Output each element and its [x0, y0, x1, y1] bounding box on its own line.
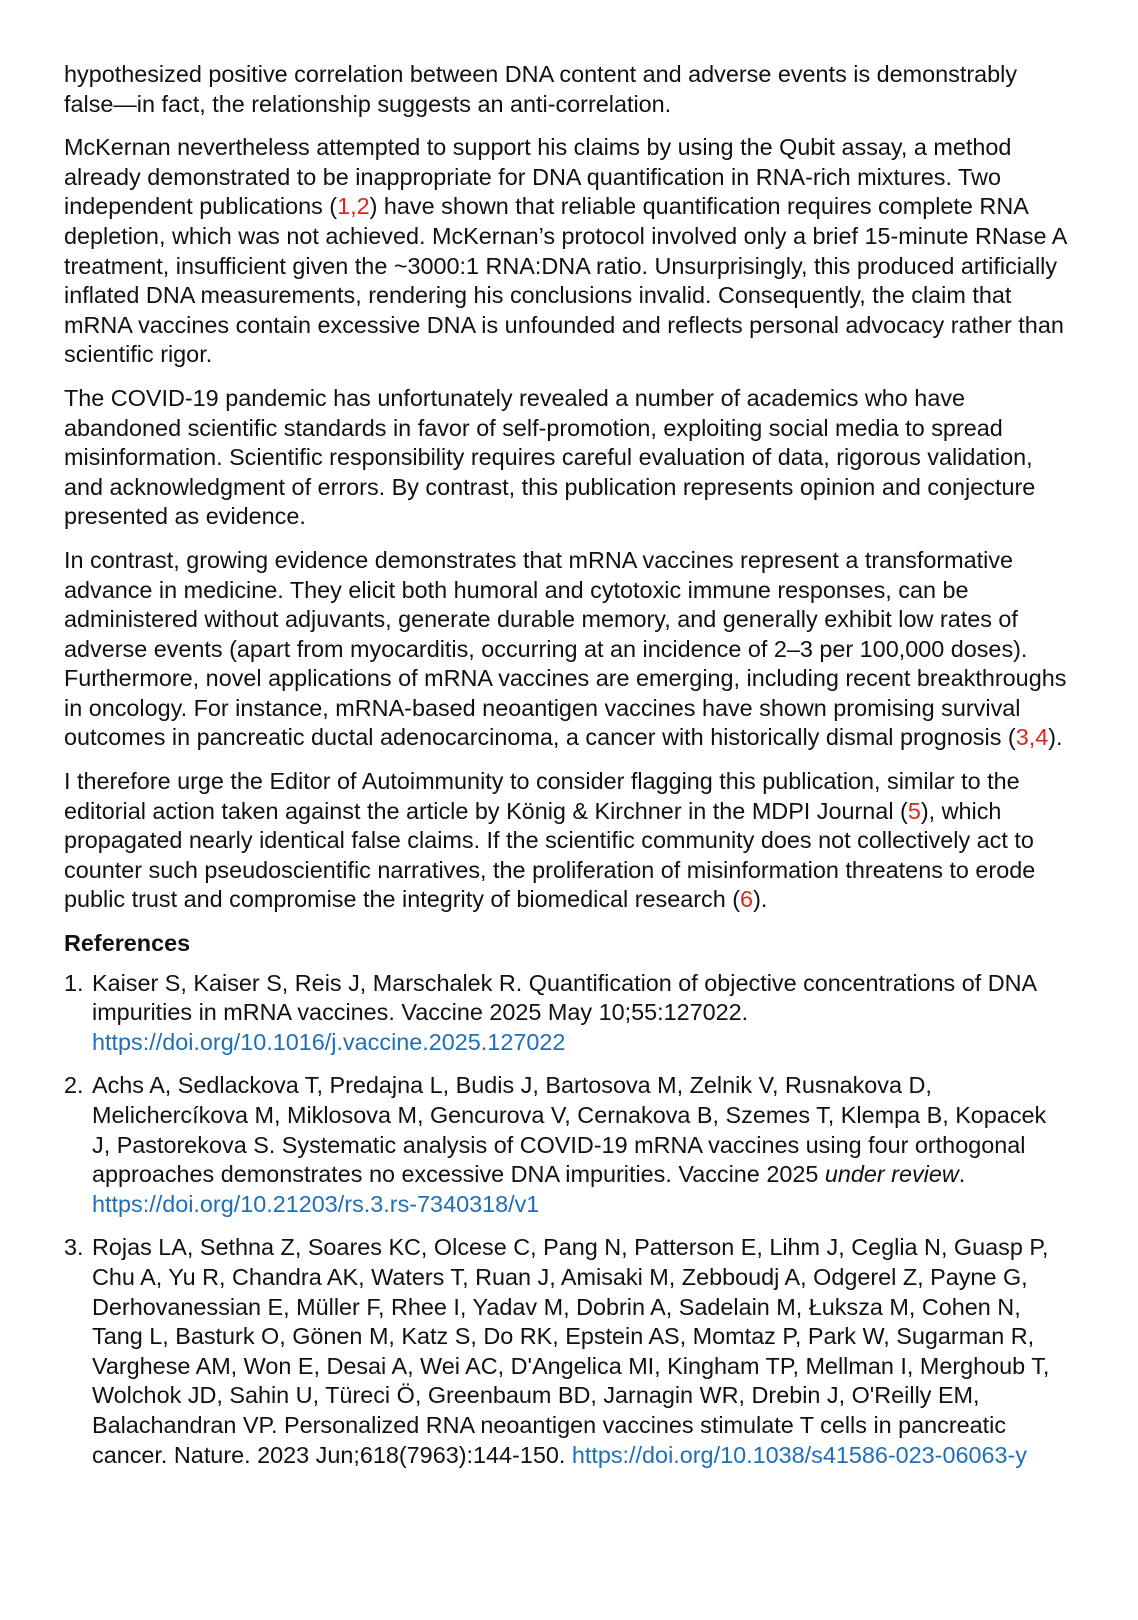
paragraph-1-text: hypothesized positive correlation between DNA content and adverse events is demonstrably false—in fact, the relationship suggests an anti-correlation.	[64, 61, 1018, 117]
paragraph-4-text-a: In contrast, growing evidence demonstrates that mRNA vaccines represent a transformative advance in medicine. They elicit both humoral and cytotoxic immune responses, can be administered without adjuvants, generate durable memory, and generally exhibit low rates of adverse events (apart from myocarditis, occurring at an incidence of 2–3 per 100,000 doses). Furthermore, novel applications of mRNA vaccines are emerging, including recent breakthroughs in oncology. For instance, mRNA-based neoantigen vaccines have shown promising survival outcomes in pancreatic ductal adenocarcinoma, a cancer with historically dismal prognosis (	[64, 546, 1067, 751]
reference-number: 1.	[64, 969, 84, 996]
reference-item-2	[64, 1071, 1068, 1219]
reference-doi-link[interactable]: https://doi.org/10.1016/j.vaccine.2025.127022	[92, 1028, 566, 1055]
reference-list	[64, 969, 1068, 1471]
reference-number: 2.	[64, 1072, 84, 1099]
reference-text: Kaiser S, Kaiser S, Reis J, Marschalek R. Quantification of objective concentrations of DNA impurities in mRNA vaccines. Vaccine 2025 May 10;55:127022.	[92, 969, 1036, 1026]
paragraph-3	[64, 384, 1068, 532]
reference-text: Rojas LA, Sethna Z, Soares KC, Olcese C, Pang N, Patterson E, Lihm J, Ceglia N, Guasp P, Chu A, Yu R, Chandra AK, Waters T, Ruan J, Amisaki M, Zebboudj A, Odgerel Z, Payne G, Derhovanessian E, Müller F, Rhee I, Yadav M, Dobrin A, Sadelain M, Łuksza M, Cohen N, Tang L, Basturk O, Gönen M, Katz S, Do RK, Epstein AS, Momtaz P, Park W, Sugarman R, Varghese AM, Won E, Desai A, Wei AC, D'Angelica MI, Kingham TP, Mellman I, Merghoub T, Wolchok JD, Sahin U, Türeci Ö, Greenbaum BD, Jarnagin WR, Drebin J, O'Reilly EM, Balachandran VP. Personalized RNA neoantigen vaccines stimulate T cells in pancreatic cancer. Nature. 2023 Jun;618(7963):144-150.	[92, 1234, 1050, 1468]
citation-link-6[interactable]: 6	[740, 886, 754, 913]
citation-link-1-2[interactable]: 1,2	[337, 193, 370, 220]
paragraph-5	[64, 767, 1068, 915]
paragraph-4-text-b: ).	[1048, 724, 1063, 751]
reference-item-3	[64, 1233, 1068, 1470]
reference-doi-link[interactable]: https://doi.org/10.1038/s41586-023-06063-y	[571, 1441, 1027, 1468]
reference-item-1	[64, 969, 1068, 1058]
reference-text: Achs A, Sedlackova T, Predajna L, Budis J, Bartosova M, Zelnik V, Rusnakova D, Melichercíkova M, Miklosova M, Gencurova V, Cernakova B, Szemes T, Klempa B, Kopacek J, Pastorekova S. Systematic analysis of COVID-19 mRNA vaccines using four orthogonal approaches demonstrates no excessive DNA impurities. Vaccine 2025	[92, 1072, 1047, 1188]
citation-link-5[interactable]: 5	[907, 797, 921, 824]
citation-link-3-4[interactable]: 3,4	[1015, 724, 1049, 751]
reference-number: 3.	[64, 1234, 84, 1261]
references-heading: References	[64, 930, 191, 957]
paragraph-2-text-b: ) have shown that reliable quantification requires complete RNA depletion, which was not achieved. McKernan’s protocol involved only a brief 15-minute RNase A treatment, insufficient given the ~3000:1 RNA:DNA ratio. Unsurprisingly, this produced artificially inflated DNA measurements, rendering his conclusions invalid. Consequently, the claim that mRNA vaccines contain excessive DNA is unfounded and reflects personal advocacy rather than scientific rigor.	[64, 193, 1067, 368]
paragraph-5-text-a: I therefore urge the Editor of Autoimmunity to consider flagging this publication, similar to the editorial action taken against the article by König & Kirchner in the MDPI Journal (	[64, 768, 1020, 824]
paragraph-3-text: The COVID-19 pandemic has unfortunately revealed a number of academics who have abandoned scientific standards in favor of self-promotion, exploiting social media to spread misinformation. Scientific responsibility requires careful evaluation of data, rigorous validation, and acknowledgment of errors. By contrast, this publication represents opinion and conjecture presented as evidence.	[64, 384, 1036, 530]
paragraph-5-text-c: ).	[753, 886, 768, 913]
paragraph-2	[64, 133, 1068, 370]
paragraph-5-text-b: ), which propagated nearly identical false claims. If the scientific community does not collectively act to counter such pseudoscientific narratives, the proliferation of misinformation threatens to erode public trust and compromise the integrity of biomedical research (	[64, 797, 1036, 913]
reference-doi-link[interactable]: https://doi.org/10.21203/rs.3.rs-7340318/v1	[92, 1190, 540, 1217]
paragraph-1	[64, 60, 1068, 119]
paragraph-2-text-a: McKernan nevertheless attempted to support his claims by using the Qubit assay, a method already demonstrated to be inappropriate for DNA quantification in RNA-rich mixtures. Two independent publications (	[64, 134, 1012, 220]
reference-punctuation: .	[958, 1161, 966, 1188]
paragraph-4	[64, 546, 1068, 753]
reference-status: under review	[824, 1161, 959, 1188]
